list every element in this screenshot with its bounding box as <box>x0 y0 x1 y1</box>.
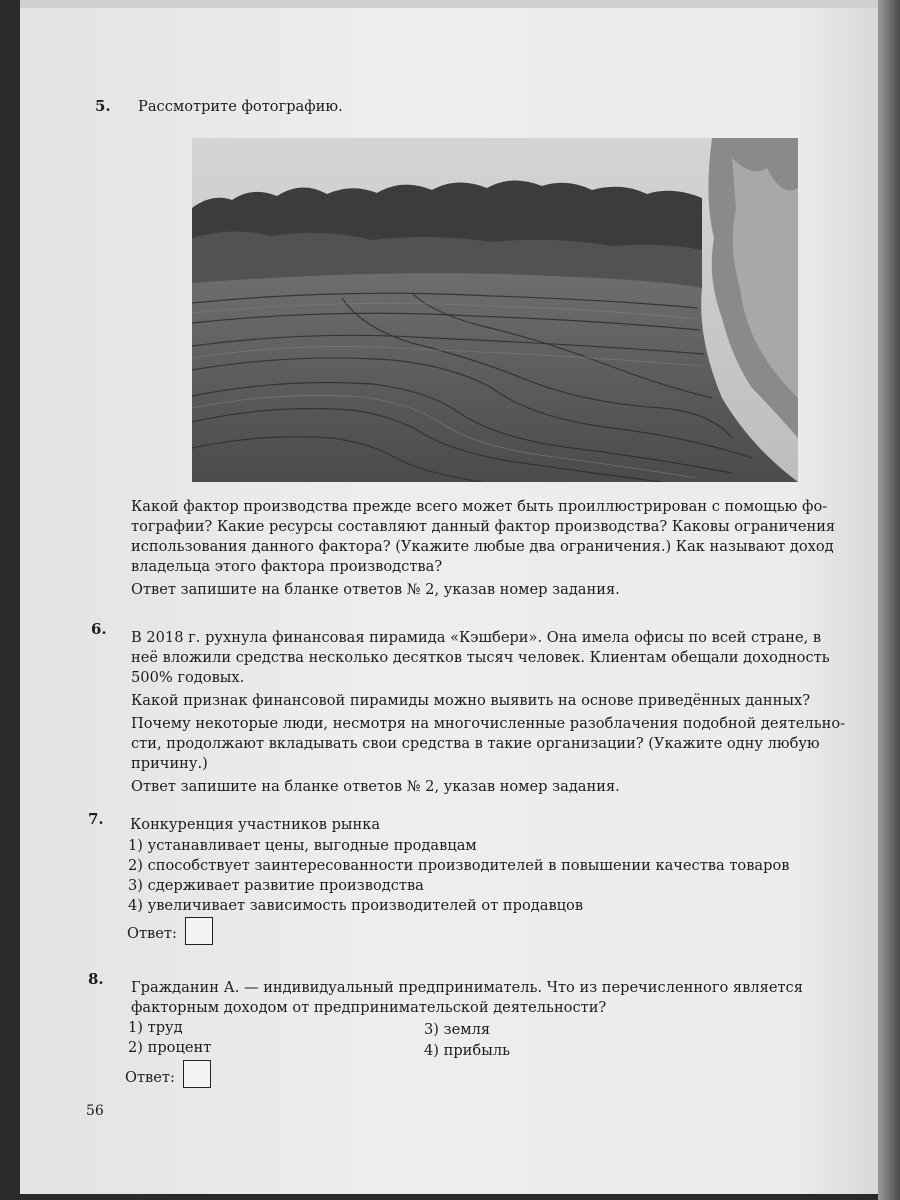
answer-label: Ответ: <box>127 925 177 942</box>
question-8-line-2: факторным доходом от предпринимательской деятельности? <box>131 999 607 1016</box>
field-photo-image <box>192 138 798 482</box>
question-5-line-4: владельца этого фактора производства? <box>131 558 443 575</box>
answer-label: Ответ: <box>125 1069 175 1086</box>
question-6-instruction: Ответ запишите на бланке ответов № 2, указав номер задания. <box>131 778 620 795</box>
question-6-line-3: 500% годовых. <box>131 669 245 686</box>
question-5-line-2: тографии? Какие ресурсы составляют данный фактор производства? Каковы ограничения <box>131 518 836 535</box>
question-title: Конкуренция участников рынка <box>130 816 381 833</box>
question-5-line-1: Какой фактор производства прежде всего может быть проиллюстрирован с помощью фо- <box>131 498 828 515</box>
scan-edge <box>878 0 900 1200</box>
answer-box[interactable] <box>185 917 213 945</box>
question-title: Рассмотрите фотографию. <box>138 98 343 115</box>
question-6-line-6: сти, продолжают вкладывать свои средства в такие организации? (Укажите одну любую <box>131 735 820 752</box>
question-number: 8. <box>88 970 104 988</box>
option-2[interactable]: 2) способствует заинтересованности производителей в повышении качества товаров <box>128 857 790 874</box>
question-5-instruction: Ответ запишите на бланке ответов № 2, указав номер задания. <box>131 581 620 598</box>
question-6-line-1: В 2018 г. рухнула финансовая пирамида «Кэшбери». Она имела офисы по всей стране, в <box>131 629 822 646</box>
question-number: 6. <box>91 620 107 638</box>
question-6-line-4: Какой признак финансовой пирамиды можно выявить на основе приведённых данных? <box>131 692 811 709</box>
answer-box[interactable] <box>183 1060 211 1088</box>
option-3[interactable]: 3) земля <box>424 1021 491 1038</box>
question-6-line-2: неё вложили средства несколько десятков тысяч человек. Клиентам обещали доходность <box>131 649 830 666</box>
option-4[interactable]: 4) прибыль <box>424 1042 511 1059</box>
question-number: 5. <box>95 97 111 115</box>
option-3[interactable]: 3) сдерживает развитие производства <box>128 877 424 894</box>
question-6-line-5: Почему некоторые люди, несмотря на многочисленные разоблачения подобной деятельно- <box>131 715 846 732</box>
question-8-line-1: Гражданин А. — индивидуальный предприниматель. Что из перечисленного является <box>131 979 803 996</box>
question-6-line-7: причину.) <box>131 755 208 772</box>
question-5-line-3: использования данного фактора? (Укажите любые два ограничения.) Как называют доход <box>131 538 834 555</box>
option-1[interactable]: 1) устанавливает цены, выгодные продавцам <box>128 837 477 854</box>
option-4[interactable]: 4) увеличивает зависимость производителей от продавцов <box>128 897 584 914</box>
option-1[interactable]: 1) труд <box>128 1019 183 1036</box>
question-number: 7. <box>88 810 104 828</box>
field-photo <box>192 138 798 482</box>
page-number: 56 <box>86 1103 104 1119</box>
option-2[interactable]: 2) процент <box>128 1039 212 1056</box>
